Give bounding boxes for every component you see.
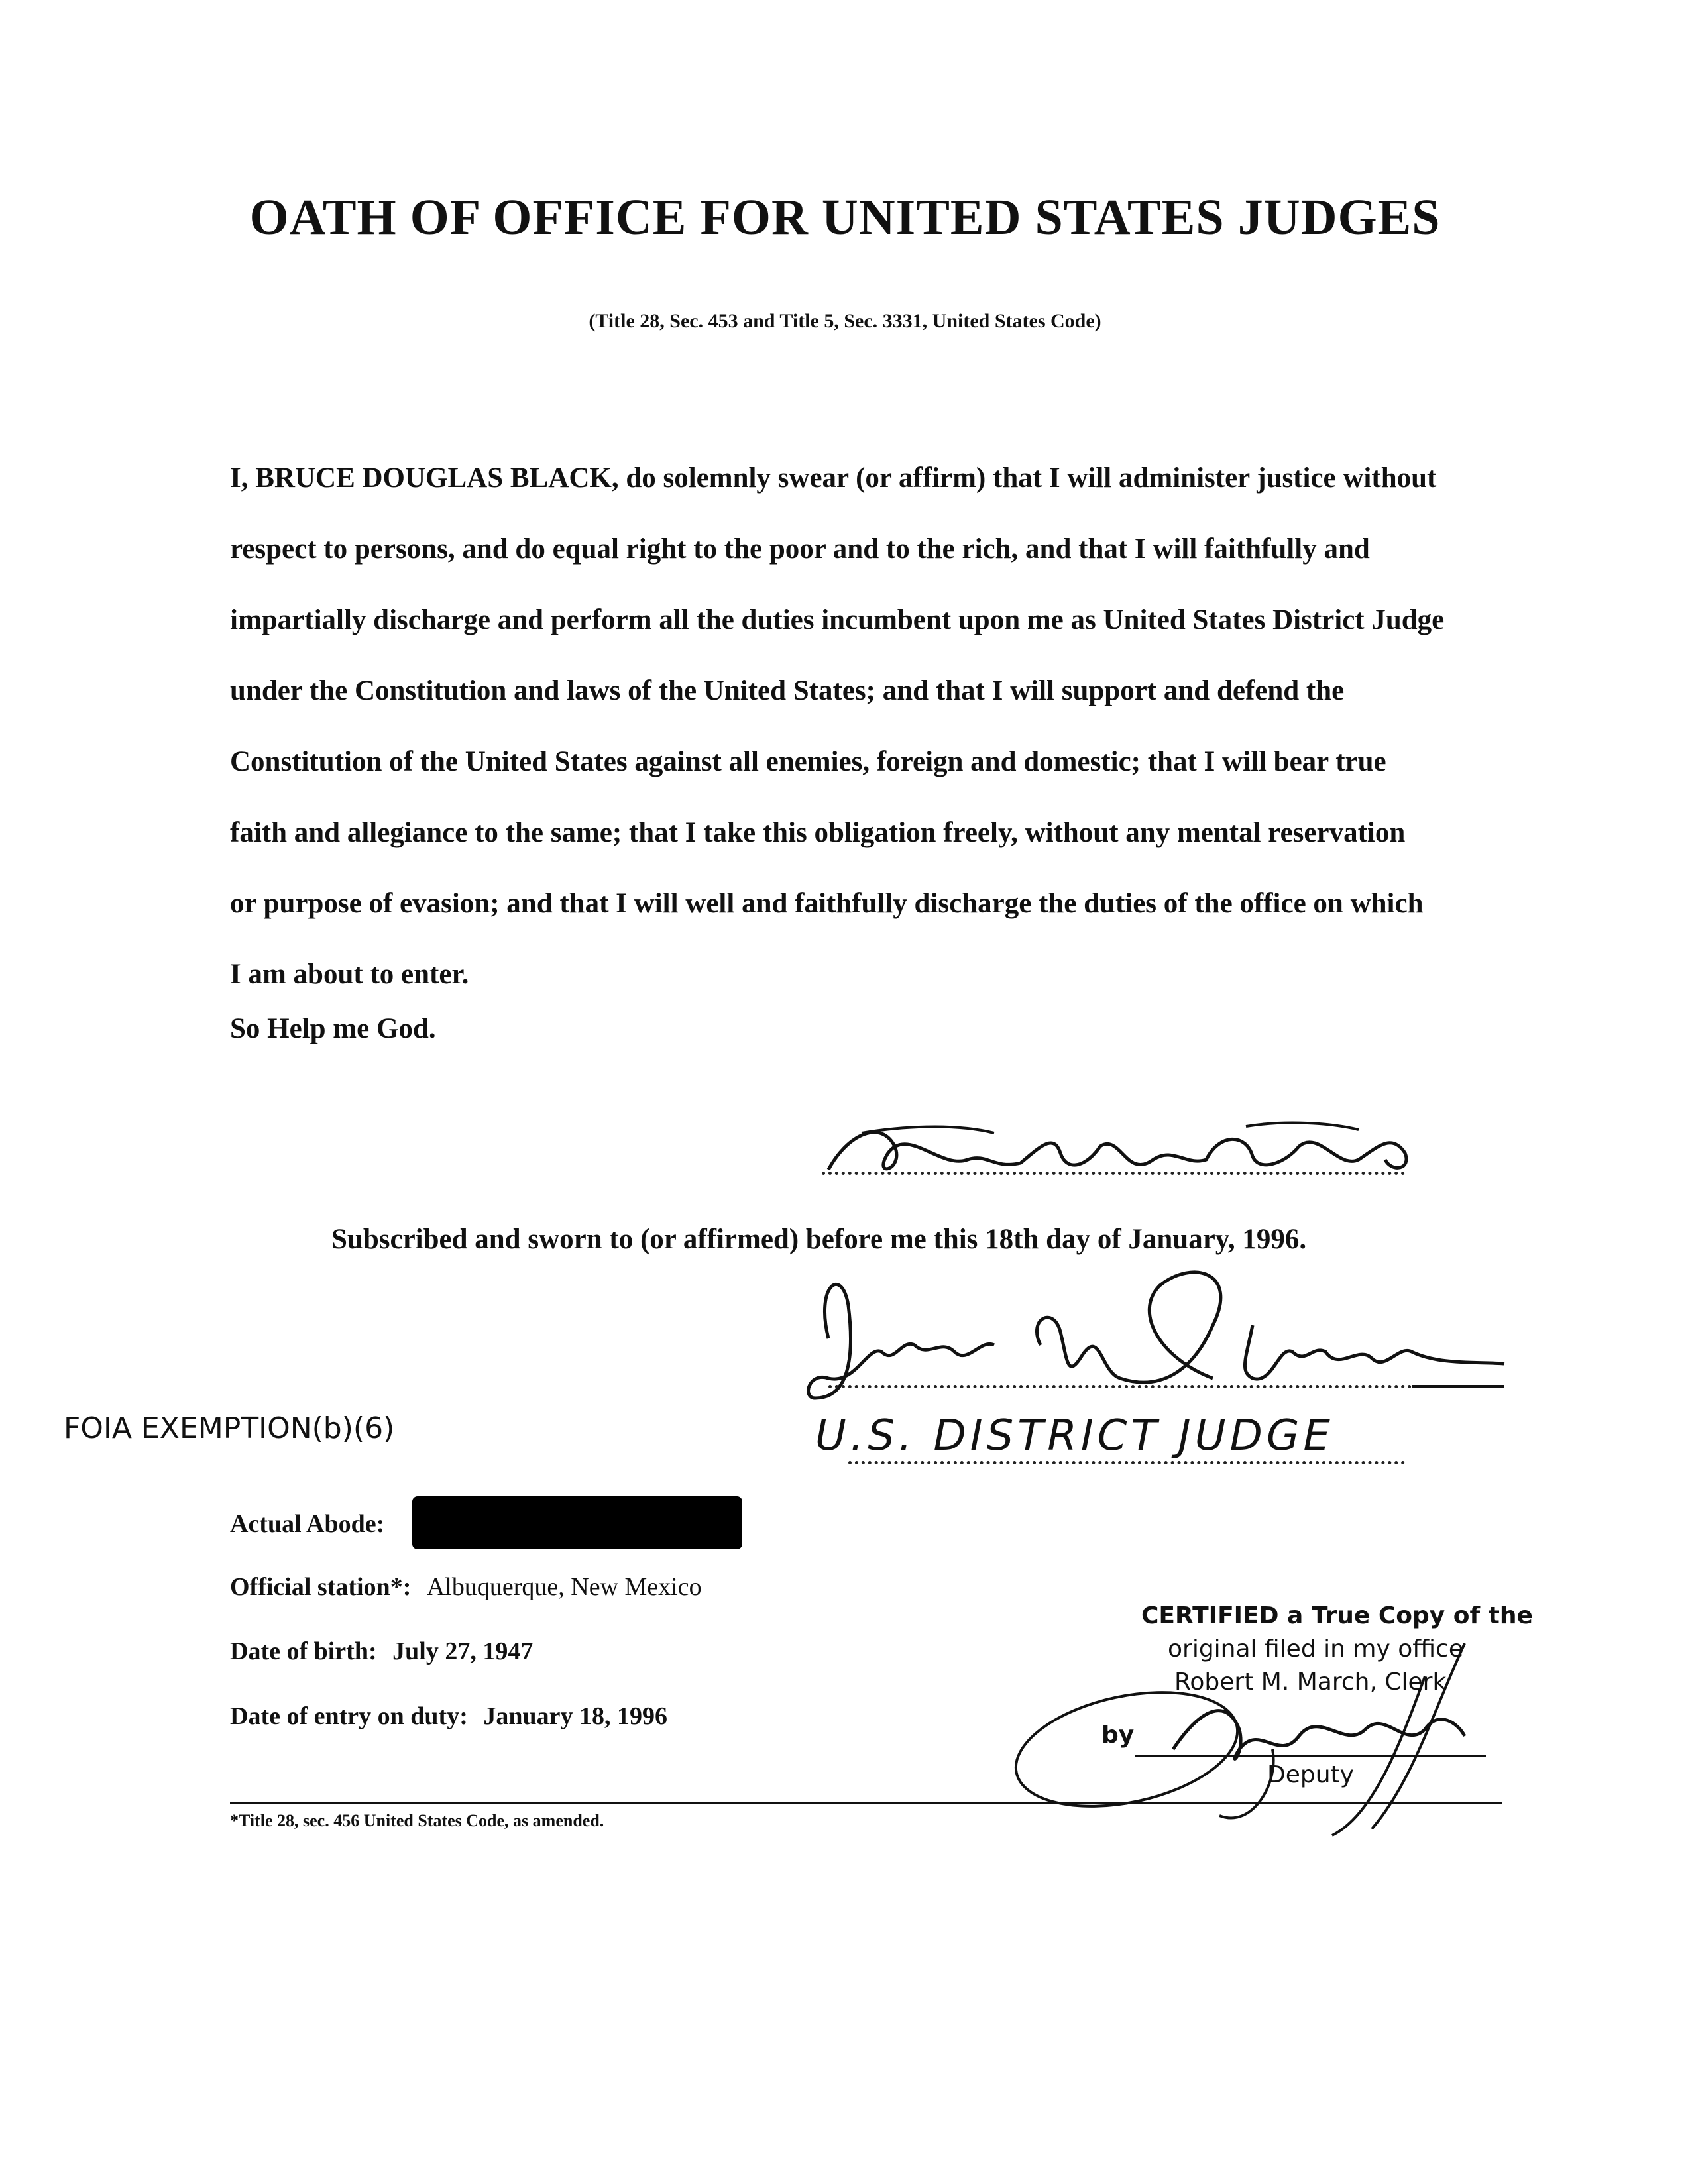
date-of-entry-value: January 18, 1996 [483,1702,667,1730]
oath-text [230,443,1513,1010]
certification-line-2: original filed in my office [1168,1635,1463,1663]
date-of-entry-label: Date of entry on duty: [230,1702,468,1730]
judge-title-line [848,1461,1405,1464]
deputy-signature-image [1001,1617,1518,1842]
official-station-value: Albuquerque, New Mexico [426,1573,702,1601]
judge-title-handwritten: U.S. DISTRICT JUDGE [815,1411,1334,1460]
oath-closing: So Help me God. [230,1013,436,1044]
certification-deputy: Deputy [1267,1761,1354,1788]
foia-exemption-stamp: FOIA EXEMPTION(b)(6) [64,1411,395,1445]
official-station-label: Official station*: [230,1573,412,1601]
certification-by: by [1101,1721,1135,1749]
judge-signature-line-end [1412,1385,1504,1388]
actual-abode-label: Actual Abode: [230,1510,385,1538]
redaction-box [412,1496,742,1549]
oath-line: respect to persons, and do equal right to the poor and to the rich, and that I will faithfully and [230,533,1370,565]
affiant-signature-image [809,1107,1445,1199]
oath-line: faith and allegiance to the same; that I take this obligation freely, without any mental reservation [230,817,1406,848]
oath-line: I am about to enter. [230,959,469,990]
oath-line: or purpose of evasion; and that I will well and faithfully discharge the duties of the office on which [230,888,1424,919]
date-of-birth-row [230,1637,533,1666]
document-title: OATH OF OFFICE FOR UNITED STATES JUDGES [249,190,1441,245]
oath-line: Constitution of the United States against all enemies, foreign and domestic; that I will bear true [230,746,1386,777]
date-of-birth-label: Date of birth: [230,1637,377,1665]
date-of-entry-row [230,1702,667,1731]
document-subtitle: (Title 28, Sec. 453 and Title 5, Sec. 3331, United States Code) [589,310,1101,332]
date-of-birth-value: July 27, 1947 [392,1637,534,1665]
footnote: *Title 28, sec. 456 United States Code, as amended. [230,1811,604,1830]
footnote-rule [230,1802,1502,1804]
oath-line: I, BRUCE DOUGLAS BLACK, do solemnly swear (or affirm) that I will administer justice without [230,463,1437,494]
oath-line: impartially discharge and perform all the duties incumbent upon me as United States District Judge [230,604,1445,635]
official-station-row [230,1572,702,1602]
subscribed-statement: Subscribed and sworn to (or affirmed) before me this 18th day of January, 1996. [331,1224,1307,1255]
certification-line-1: CERTIFIED a True Copy of the [1141,1602,1533,1629]
certification-line-3: Robert M. March, Clerk [1174,1668,1447,1696]
oath-line: under the Constitution and laws of the United States; and that I will support and defend the [230,675,1345,706]
judge-signature-line [828,1385,1412,1388]
